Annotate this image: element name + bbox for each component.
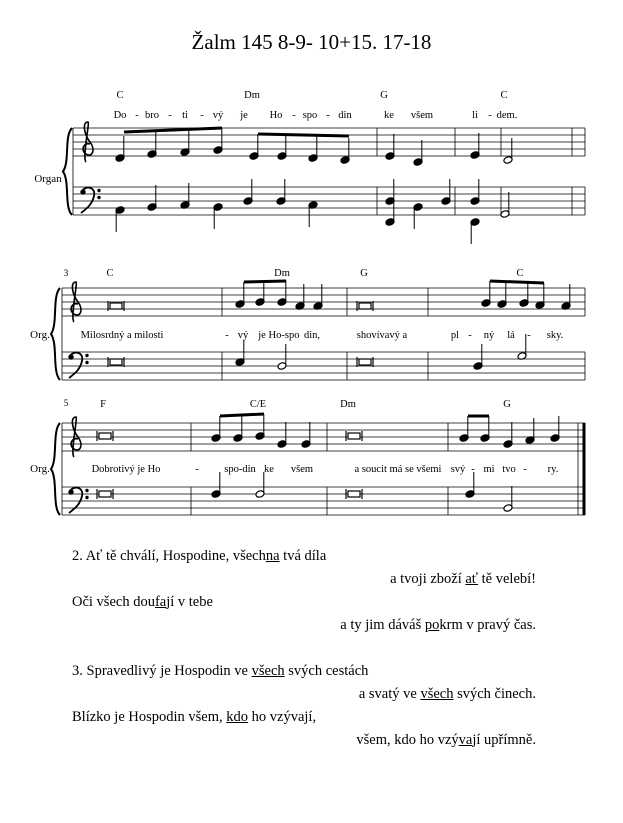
brace	[63, 128, 72, 215]
verse-text: všem, kdo ho vzý	[356, 732, 459, 748]
brace	[51, 423, 60, 515]
verse-text: ho vzývají,	[248, 709, 317, 725]
quarter-note	[211, 416, 221, 442]
verse-text: svých činech.	[453, 686, 536, 702]
lyric-syllable: ti	[182, 110, 188, 121]
lyric-syllable: sky.	[546, 330, 564, 341]
lyric-syllable: -	[195, 464, 199, 475]
lyric-syllable: pl	[450, 330, 460, 341]
verse-line	[72, 548, 326, 565]
chord-symbol: Dm	[274, 268, 290, 279]
quarter-note	[550, 416, 560, 442]
quarter-note	[233, 416, 243, 442]
quarter-note	[441, 179, 451, 205]
bass-clef	[69, 488, 88, 513]
breve-chord	[97, 431, 113, 441]
lyric-syllable: -	[488, 110, 492, 121]
chord-symbol: G	[360, 268, 368, 279]
chord-symbol: C	[516, 268, 524, 279]
verse-text: jí upřímně.	[472, 732, 536, 748]
accent-syllable: kdo	[226, 709, 249, 725]
lyric-syllable: Ho	[269, 110, 283, 121]
measure-number: 5	[63, 398, 69, 408]
lyric-syllable: -	[200, 110, 204, 121]
page-title: Žalm 145 8-9- 10+15. 17-18	[191, 30, 432, 54]
quarter-note	[180, 130, 190, 156]
quarter-note	[213, 128, 223, 154]
quarter-note	[277, 422, 287, 448]
lyric-syllable: li	[472, 110, 478, 121]
lyric-syllable: ry.	[547, 464, 559, 475]
lyric-syllable: vý	[212, 110, 224, 121]
lyric-syllable: din,	[303, 330, 321, 341]
verse-line	[72, 594, 213, 611]
lyric-syllable: -	[135, 110, 139, 121]
verse-text: a tvoji zboží	[390, 571, 466, 587]
lyric-syllable: -	[168, 110, 172, 121]
breve-chord	[346, 489, 362, 499]
quarter-note	[480, 416, 490, 442]
accent-syllable: všech	[420, 686, 454, 702]
accent-syllable: na	[265, 548, 280, 564]
lyric-syllable: Dobrotivý je Ho	[91, 464, 161, 475]
quarter-note	[470, 179, 480, 205]
verse-line	[356, 732, 536, 749]
quarter-note	[147, 132, 157, 158]
lyric-syllable: všem	[410, 110, 434, 121]
verse-text: tvá díla	[279, 548, 327, 564]
lyric-syllable: je	[258, 330, 266, 341]
quarter-note	[535, 283, 545, 309]
quarter-note	[249, 134, 259, 160]
instrument-label: Org.	[30, 463, 50, 475]
lyric-syllable: ný	[483, 330, 495, 341]
half-note	[255, 472, 265, 498]
accent-syllable: všech	[251, 663, 285, 679]
beam	[258, 134, 349, 136]
beam	[220, 414, 264, 416]
bass-clef	[69, 353, 88, 378]
accent-syllable: va	[458, 732, 473, 748]
quarter-note	[481, 281, 491, 307]
quarter-note	[235, 340, 245, 366]
breve-chord	[346, 431, 362, 441]
chord-symbol: G	[503, 399, 511, 410]
lyric-syllable: a soucit má se všemi	[354, 464, 442, 475]
verse-text: a svatý ve	[358, 686, 421, 702]
lyric-syllable: -	[468, 330, 472, 341]
lyric-syllable: všem	[290, 464, 314, 475]
quarter-note	[147, 185, 157, 211]
quarter-note	[413, 203, 423, 229]
lyric-syllable: -	[326, 110, 330, 121]
lyric-syllable: -	[527, 330, 531, 341]
lyric-syllable: mi	[483, 464, 495, 475]
lyric-syllable: -	[225, 330, 229, 341]
lyric-syllable: tvo	[502, 464, 516, 475]
brace	[51, 288, 60, 380]
accent-syllable: po	[424, 617, 440, 633]
verse-text: 3. Spravedlivý je Hospodin ve	[72, 663, 252, 679]
lyric-syllable: ke	[264, 464, 274, 475]
lyric-syllable: lá	[507, 330, 515, 341]
chord-symbol: Dm	[244, 90, 260, 101]
quarter-note	[503, 422, 513, 448]
measure-number: 3	[63, 268, 69, 278]
breve-chord	[97, 489, 113, 499]
verse-text: 2. Ať tě chválí, Hospodine, všech	[72, 548, 266, 564]
lyric-syllable: spo	[302, 110, 318, 121]
verse-text: tě velebí!	[478, 571, 536, 587]
quarter-note	[115, 206, 125, 232]
quarter-note	[470, 218, 480, 244]
verse-text: Blízko je Hospodin všem,	[72, 709, 227, 725]
verse-text: krm v pravý čas.	[439, 617, 536, 633]
lyric-syllable: bro	[145, 110, 159, 121]
lyric-syllable: -	[471, 464, 475, 475]
quarter-note	[255, 414, 265, 440]
beam	[490, 281, 544, 283]
lyric-syllable: Milosrdný a milosti	[80, 330, 164, 341]
lyric-syllable: Ho-spo	[268, 330, 300, 341]
bass-clef	[81, 188, 100, 213]
lyric-syllable: spo-din	[224, 464, 256, 475]
quarter-note	[277, 280, 287, 306]
lyric-syllable: vý	[237, 330, 249, 341]
lyric-syllable: Do	[113, 110, 127, 121]
breve-chord	[357, 357, 373, 367]
quarter-note	[413, 140, 423, 166]
treble-staff	[62, 288, 585, 316]
quarter-note	[525, 418, 535, 444]
chord-symbol: F	[100, 399, 106, 410]
quarter-note	[465, 472, 475, 498]
chord-symbol: G	[380, 90, 388, 101]
beam	[124, 128, 222, 132]
quarter-note	[385, 134, 395, 160]
lyric-syllable: -	[292, 110, 296, 121]
verse-text: a ty jim dáváš	[340, 617, 425, 633]
lyric-syllable: dem.	[496, 110, 518, 121]
instrument-label: Organ	[34, 173, 62, 185]
verse-text: svých cestách	[284, 663, 369, 679]
quarter-note	[243, 179, 253, 205]
breve-chord	[357, 301, 373, 311]
verse-line	[72, 709, 316, 726]
verse-text: jí v tebe	[166, 594, 213, 610]
bass-staff	[62, 352, 585, 380]
lyric-syllable: svý	[450, 464, 466, 475]
chord-symbol: C	[116, 90, 124, 101]
quarter-note	[213, 203, 223, 229]
breve-chord	[108, 301, 124, 311]
quarter-note	[519, 281, 529, 307]
verse-text: Oči všech dou	[72, 594, 155, 610]
instrument-label: Org.	[30, 329, 50, 341]
lyric-syllable: shovívavý a	[356, 330, 408, 341]
half-note	[503, 486, 513, 512]
quarter-note	[277, 134, 287, 160]
bass-staff	[73, 187, 585, 215]
half-note	[517, 334, 527, 360]
lyric-syllable: ke	[384, 110, 394, 121]
quarter-note	[459, 416, 469, 442]
half-note	[500, 192, 510, 218]
chord-symbol: C/E	[249, 399, 267, 410]
breve-chord	[108, 357, 124, 367]
verse-line	[359, 686, 536, 703]
verse-line	[340, 617, 536, 634]
quarter-note	[301, 422, 311, 448]
accent-syllable: fa	[154, 594, 167, 610]
chord-symbol: Dm	[340, 399, 356, 410]
quarter-note	[470, 133, 480, 159]
quarter-note	[211, 472, 221, 498]
lyric-syllable: din	[338, 110, 352, 121]
verse-line	[390, 571, 536, 588]
beam	[244, 281, 286, 282]
lyric-syllable: je	[240, 110, 248, 121]
chord-symbol: C	[500, 90, 508, 101]
chord-symbol: C	[106, 268, 114, 279]
quarter-note	[308, 201, 318, 227]
quarter-note	[473, 344, 483, 370]
verse-line	[72, 663, 368, 680]
accent-syllable: ať	[465, 571, 479, 587]
half-note	[277, 344, 287, 370]
quarter-note	[276, 179, 286, 205]
quarter-note	[255, 280, 265, 306]
lyric-syllable: -	[523, 464, 527, 475]
